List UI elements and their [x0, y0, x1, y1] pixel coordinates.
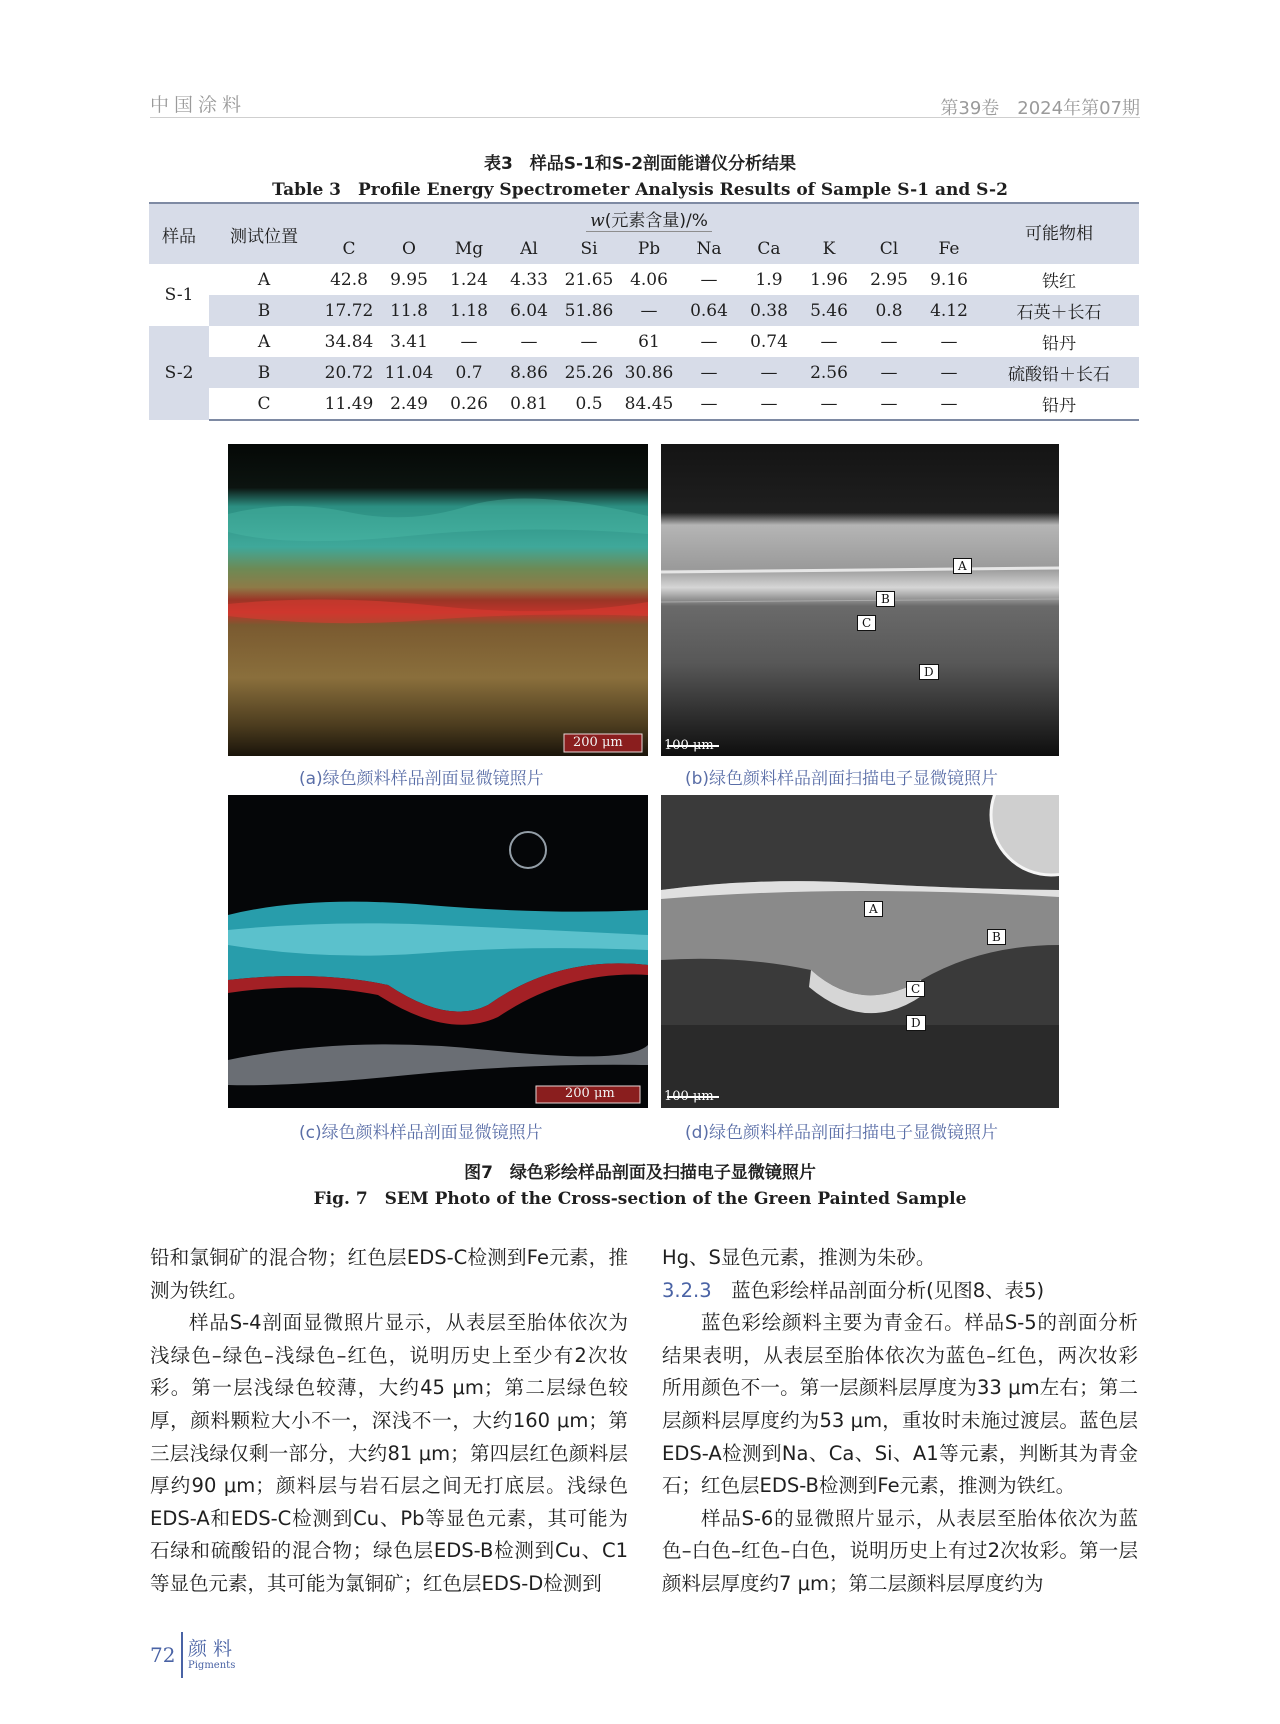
value-cell: 0.8 [859, 295, 919, 326]
figure-caption-en: Fig. 7 SEM Photo of the Cross-section of the Green Painted Sample [313, 1189, 967, 1209]
value-cell: — [739, 357, 799, 388]
eds-results-table [149, 202, 1139, 421]
value-cell: — [580, 331, 598, 352]
sample-cell: S-1 [164, 285, 194, 305]
body-right-paragraph-1: Hg、S显色元素，推测为朱砂。 [662, 1246, 936, 1269]
element-header: Al [520, 238, 538, 259]
element-header: Cl [879, 238, 899, 259]
element-header: Ca [757, 238, 781, 259]
value-cell: 4.06 [630, 269, 668, 290]
footer-divider [181, 1632, 183, 1678]
value-cell: 1.96 [810, 269, 848, 290]
value-cell: 30.86 [619, 357, 679, 388]
value-cell: 2.49 [379, 388, 439, 420]
photo-b-label-b: B [876, 591, 895, 607]
section-heading-3-2-3 [662, 1275, 1138, 1308]
element-header: O [402, 238, 416, 259]
value-cell: — [460, 331, 478, 352]
caption-a: (a)绿色颜料样品剖面显微镜照片 [299, 769, 544, 789]
photo-d-scale-bar: 100 μm [664, 1089, 714, 1104]
caption-c: (c)绿色颜料样品剖面显微镜照片 [299, 1123, 543, 1143]
value-cell: — [799, 388, 859, 420]
value-cell: — [880, 331, 898, 352]
body-left-paragraph-2: 样品S-4剖面显微照片显示，从表层至胎体依次为浅绿色–绿色–浅绿色–红色，说明历史上至少有2次妆彩。第一层浅绿色较薄，大约45 μm；第二层绿色较厚，颜料颗粒大小不一，深浅不一，大约160 μm；第三层浅绿仅剩一部分，大约81 μm；第四层红色颜料层厚约90 μm；颜料层与岩石层之间无打底层。浅绿色EDS-A和EDS-C检测到Cu、Pb等显色元素，其可能为石绿和硫酸铅的混合物；绿色层EDS-B检测到Cu、C1等显色元素，其可能为氯铜矿；红色层EDS-D检测到 [150, 1311, 628, 1595]
value-cell: — [679, 357, 739, 388]
body-right-paragraph-3: 样品S-6的显微照片显示，从表层至胎体依次为蓝色–白色–红色–白色，说明历史上有过2次妆彩。第一层颜料层厚度约7 μm；第二层颜料层厚度约为 [662, 1506, 1138, 1595]
caption-d: (d)绿色颜料样品剖面扫描电子显微镜照片 [685, 1123, 999, 1143]
issue-info: 第39卷 2024年第07期 [940, 98, 1140, 119]
photo-b-sem-micrograph [661, 444, 1059, 756]
value-cell: 20.72 [319, 357, 379, 388]
position-cell: B [209, 357, 319, 388]
header-element-content: w(元素含量)/% [319, 203, 979, 233]
caption-b: (b)绿色颜料样品剖面扫描电子显微镜照片 [685, 769, 999, 789]
phase-cell: 铁红 [1042, 272, 1076, 292]
value-cell: — [679, 388, 739, 420]
value-cell: 6.04 [499, 295, 559, 326]
photo-d-label-a: A [864, 901, 883, 917]
position-cell: C [209, 388, 319, 420]
element-header: Na [696, 238, 722, 259]
body-right-column [662, 1242, 1138, 1601]
value-cell: 2.95 [870, 269, 908, 290]
value-cell: 84.45 [619, 388, 679, 420]
value-cell: 34.84 [324, 331, 374, 352]
table-row [149, 326, 1139, 357]
value-cell: 17.72 [319, 295, 379, 326]
value-cell: 3.41 [390, 331, 428, 352]
photo-b-label-d: D [919, 664, 939, 680]
value-cell: 4.12 [919, 295, 979, 326]
body-right-paragraph-2: 蓝色彩绘颜料主要为青金石。样品S-5的剖面分析结果表明，从表层至胎体依次为蓝色–红色，两次妆彩所用颜色不一。第一层颜料层厚度为33 μm左右；第二层颜料层厚度约为53 μm，重妆时未施过渡层。蓝色层EDS-A检测到Na、Ca、Si、A1等元素，判断其为青金石；红色层EDS-B检测到Fe元素，推测为铁红。 [662, 1311, 1138, 1498]
table-caption-cn: 表3 样品S-1和S-2剖面能谱仪分析结果 [483, 154, 797, 174]
value-cell: — [739, 388, 799, 420]
photo-c-image [228, 795, 648, 1108]
value-cell: — [820, 331, 838, 352]
value-cell: 1.9 [755, 269, 783, 290]
value-cell: — [919, 357, 979, 388]
photo-c-scale-bar: 200 μm [565, 1086, 615, 1101]
value-cell: — [700, 269, 718, 290]
photo-a-optical-micrograph [228, 444, 648, 756]
phase-cell: 硫酸铅＋长石 [979, 357, 1139, 388]
value-cell: 25.26 [559, 357, 619, 388]
value-cell: — [859, 388, 919, 420]
value-cell: 11.8 [379, 295, 439, 326]
value-cell: 2.56 [799, 357, 859, 388]
value-cell: 0.81 [499, 388, 559, 420]
table-row [149, 388, 1139, 420]
section-number: 3.2.3 [662, 1278, 712, 1302]
value-cell: 11.04 [379, 357, 439, 388]
footer-journal-en: Pigments [188, 1660, 236, 1671]
value-cell: 8.86 [499, 357, 559, 388]
table-body [149, 264, 1139, 420]
value-cell: 1.24 [450, 269, 488, 290]
photo-d-image [661, 795, 1059, 1108]
footer-journal-cn: 颜料 [188, 1638, 239, 1660]
position-cell: B [209, 295, 319, 326]
body-left-column [150, 1242, 628, 1601]
value-cell: 9.95 [390, 269, 428, 290]
value-cell: 0.26 [439, 388, 499, 420]
photo-d-sem-micrograph [661, 795, 1059, 1108]
value-cell: — [919, 388, 979, 420]
photo-b-image [661, 444, 1059, 756]
element-header: Pb [637, 238, 661, 259]
photo-d-label-c: C [906, 981, 925, 997]
value-cell: 4.33 [510, 269, 548, 290]
photo-b-label-a: A [953, 558, 972, 574]
value-cell: 9.16 [930, 269, 968, 290]
sample-cell: S-2 [149, 326, 209, 420]
value-cell: 0.74 [750, 331, 788, 352]
element-header: Mg [454, 238, 484, 259]
table-row [149, 264, 1139, 295]
section-title: 蓝色彩绘样品剖面分析(见图8、表5) [711, 1278, 1045, 1302]
value-cell: — [700, 331, 718, 352]
photo-d-label-d: D [906, 1015, 926, 1031]
value-cell: 0.5 [559, 388, 619, 420]
photo-c-optical-micrograph [228, 795, 648, 1108]
photo-d-label-b: B [987, 929, 1006, 945]
value-cell: 0.7 [439, 357, 499, 388]
position-cell: A [257, 331, 271, 352]
value-cell: — [859, 357, 919, 388]
photo-b-label-c: C [857, 615, 876, 631]
value-cell: 42.8 [330, 269, 368, 290]
photo-a-image [228, 444, 648, 756]
element-header: Si [580, 238, 598, 259]
value-cell: 61 [638, 331, 660, 352]
photo-a-scale-bar: 200 μm [573, 735, 623, 750]
value-cell: — [520, 331, 538, 352]
value-cell: 0.64 [679, 295, 739, 326]
header-position: 测试位置 [230, 226, 298, 247]
header-rule [150, 117, 1140, 118]
value-cell: 11.49 [319, 388, 379, 420]
header-sample: 样品 [162, 226, 196, 247]
element-header: Fe [938, 238, 960, 259]
journal-name: 中国涂料 [150, 94, 247, 116]
phase-cell: 铅丹 [979, 388, 1139, 420]
value-cell: 0.38 [739, 295, 799, 326]
phase-cell: 铅丹 [1042, 334, 1076, 354]
table-row [149, 357, 1139, 388]
photo-b-scale-bar: 100 μm [664, 738, 714, 753]
table-caption-en: Table 3 Profile Energy Spectrometer Analysis Results of Sample S-1 and S-2 [272, 180, 1008, 200]
value-cell: — [619, 295, 679, 326]
value-cell: — [940, 331, 958, 352]
phase-cell: 石英＋长石 [979, 295, 1139, 326]
figure-caption-cn: 图7 绿色彩绘样品剖面及扫描电子显微镜照片 [464, 1163, 816, 1183]
body-left-paragraph-1: 铅和氯铜矿的混合物；红色层EDS-C检测到Fe元素，推测为铁红。 [150, 1246, 628, 1302]
header-phase: 可能物相 [1025, 224, 1093, 244]
value-cell: 5.46 [799, 295, 859, 326]
page-number: 72 [150, 1643, 176, 1667]
value-cell: 21.65 [564, 269, 614, 290]
position-cell: A [257, 269, 271, 290]
element-header: K [822, 238, 836, 259]
table-row [149, 295, 1139, 326]
value-cell: 1.18 [439, 295, 499, 326]
value-cell: 51.86 [559, 295, 619, 326]
element-header: C [342, 238, 356, 259]
